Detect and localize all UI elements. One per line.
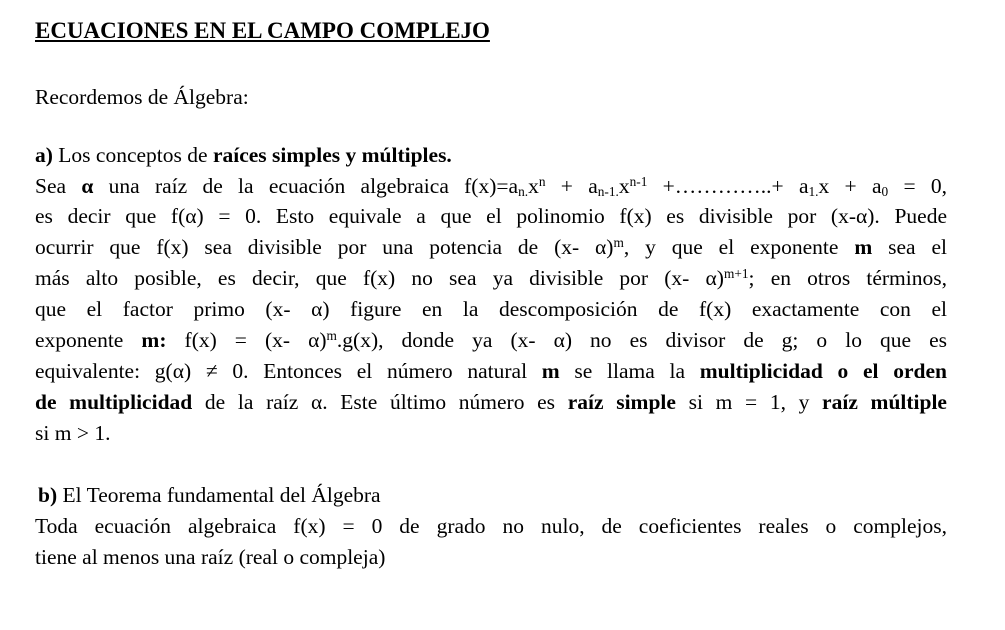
section-a-line-6: exponente m: f(x) = (x- α)$^m$.g(x), donde ya (x- α) no es divisor de g; o lo que es: [35, 327, 947, 352]
section-a-line-5: que el factor primo (x- α) figure en la descomposición de f(x) exactamente con el: [35, 297, 947, 321]
section-a-line-1: Sea α una raíz de la ecuación algebraica $f(x)=a_{n.}x^n + a_{n-1.}x^{n-1}$ +…………..+ $a_{1.}x + a_0 = 0$,: [35, 173, 948, 200]
section-a-heading: [35, 140, 947, 170]
section-a-heading-bold: raíces simples y múltiples.: [212, 143, 452, 167]
section-b-heading: [38, 480, 950, 510]
section-a-line-8: de multiplicidad de la raíz α. Este último número es raíz simple si m = 1, y raíz múltiple: [35, 390, 947, 414]
section-a-heading-text: Los conceptos de: [58, 143, 208, 167]
section-b-label: b): [38, 483, 58, 507]
section-a-line-4: más alto posible, es decir, que f(x) no sea ya divisible por (x- α)$^{m+1}$; en otros términos,: [35, 265, 947, 290]
document-title: ECUACIONES EN EL CAMPO COMPLEJO: [35, 18, 490, 43]
recall-line: Recordemos de Álgebra:: [35, 85, 249, 109]
section-b-line-1: Toda ecuación algebraica f(x) = 0 de grado no nulo, de coeficientes reales o complejos,: [35, 514, 947, 538]
section-b-heading-text: El Teorema fundamental del Álgebra: [62, 483, 381, 507]
section-a-line-7: equivalente: g(α) ≠ 0. Entonces el número natural m se llama la multiplicidad o el orden: [35, 359, 947, 383]
section-b-line-2: tiene al menos una raíz (real o compleja): [35, 545, 386, 569]
section-a-label: a): [35, 143, 53, 167]
section-a-line-2: es decir que f(α) = 0. Esto equivale a que el polinomio f(x) es divisible por (x-α). Puede: [35, 204, 947, 228]
section-a-line-9: si m > 1.: [35, 421, 111, 445]
section-a-line-3: ocurrir que f(x) sea divisible por una potencia de (x- α)$^m$, y que el exponente m sea el: [35, 234, 947, 259]
